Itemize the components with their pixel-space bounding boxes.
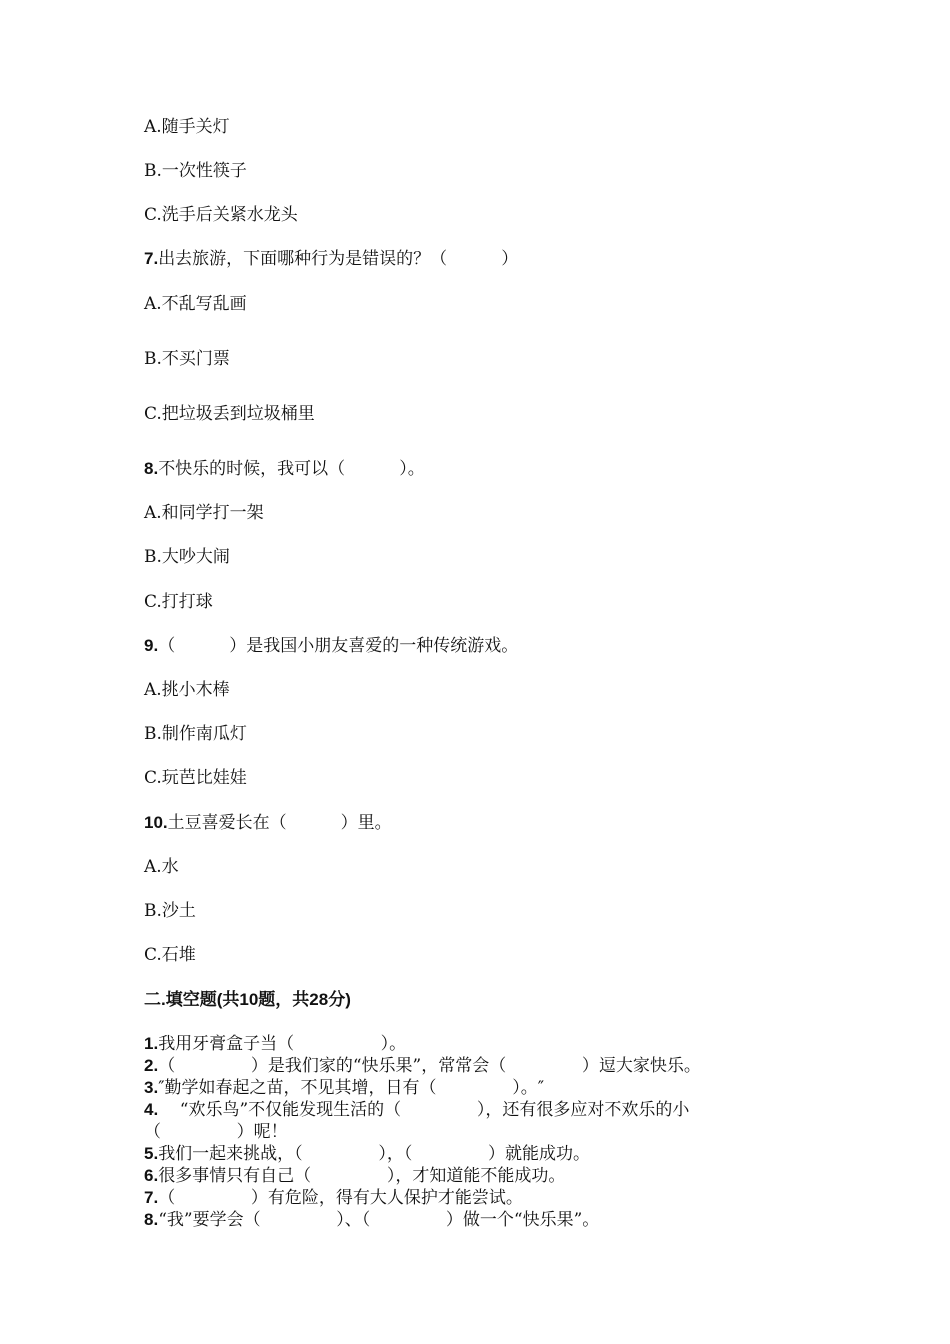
q6-option-c: C.洗手后关紧水龙头 xyxy=(144,205,298,225)
item-text: （ ）呢！ xyxy=(144,1122,288,1142)
question-10 xyxy=(144,812,392,834)
fill-item-5 xyxy=(144,1143,590,1165)
q7-option-b: B.不买门票 xyxy=(144,349,230,369)
q7-option-c: C.把垃圾丢到垃圾桶里 xyxy=(144,404,315,424)
item-text: 我用牙膏盒子当（ ）。 xyxy=(158,1034,407,1054)
item-text: 很多事情只有自己（ ），才知道能不能成功。 xyxy=(158,1166,566,1186)
item-text: “我”要学会（ ）、（ ）做一个“快乐果”。 xyxy=(158,1210,600,1230)
fill-item-4 xyxy=(144,1099,689,1121)
item-number: 8. xyxy=(144,1210,159,1229)
question-8 xyxy=(144,458,425,480)
q6-option-a: A.随手关灯 xyxy=(144,117,230,137)
item-text: “欢乐鸟”不仅能发现生活的（ ），还有很多应对不欢乐的小 xyxy=(158,1100,690,1120)
question-number: 7. xyxy=(144,249,159,268)
item-number: 3. xyxy=(144,1078,159,1097)
question-text: （ ）是我国小朋友喜爱的一种传统游戏。 xyxy=(158,636,519,656)
question-text: 出去旅游，下面哪种行为是错误的？（ ） xyxy=(158,249,519,269)
q7-option-a: A.不乱写乱画 xyxy=(144,294,247,314)
question-number: 9. xyxy=(144,636,159,655)
fill-item-1 xyxy=(144,1033,406,1055)
item-number: 6. xyxy=(144,1166,159,1185)
q9-option-c: C.玩芭比娃娃 xyxy=(144,768,247,788)
item-number: 5. xyxy=(144,1144,159,1163)
question-number: 8. xyxy=(144,459,159,478)
fill-item-8 xyxy=(144,1209,599,1231)
item-text: （ ）有危险，得有大人保护才能尝试。 xyxy=(158,1188,523,1208)
fill-item-4-continued xyxy=(144,1121,288,1143)
item-number: 1. xyxy=(144,1034,159,1053)
section-title: 二.填空题(共10题，共28分) xyxy=(144,990,351,1009)
item-text: （ ）是我们家的“快乐果”，常常会（ ）逗大家快乐。 xyxy=(158,1056,701,1076)
fill-item-7 xyxy=(144,1187,523,1209)
q6-option-b: B.一次性筷子 xyxy=(144,161,247,181)
question-7 xyxy=(144,248,518,270)
q9-option-a: A.挑小木棒 xyxy=(144,680,230,700)
question-text: 不快乐的时候，我可以（ ）。 xyxy=(158,459,425,479)
q8-option-b: B.大吵大闹 xyxy=(144,547,230,567)
question-9 xyxy=(144,635,518,657)
item-text: 我们一起来挑战，（ ），（ ）就能成功。 xyxy=(158,1144,590,1164)
q10-option-b: B.沙土 xyxy=(144,901,196,921)
fill-item-3 xyxy=(144,1077,544,1099)
question-number: 10. xyxy=(144,813,168,832)
item-number: 7. xyxy=(144,1188,159,1207)
q10-option-c: C.石堆 xyxy=(144,945,196,965)
item-number: 2. xyxy=(144,1056,159,1075)
fill-item-2 xyxy=(144,1055,701,1077)
question-text: 土豆喜爱长在（ ）里。 xyxy=(167,813,392,833)
item-number: 4. xyxy=(144,1100,159,1119)
q9-option-b: B.制作南瓜灯 xyxy=(144,724,247,744)
q10-option-a: A.水 xyxy=(144,857,179,877)
fill-item-6 xyxy=(144,1165,565,1187)
item-text: ″勤学如春起之苗，不见其增，日有（ ）。″ xyxy=(158,1078,545,1098)
q8-option-c: C.打打球 xyxy=(144,592,213,612)
q8-option-a: A.和同学打一架 xyxy=(144,503,264,523)
